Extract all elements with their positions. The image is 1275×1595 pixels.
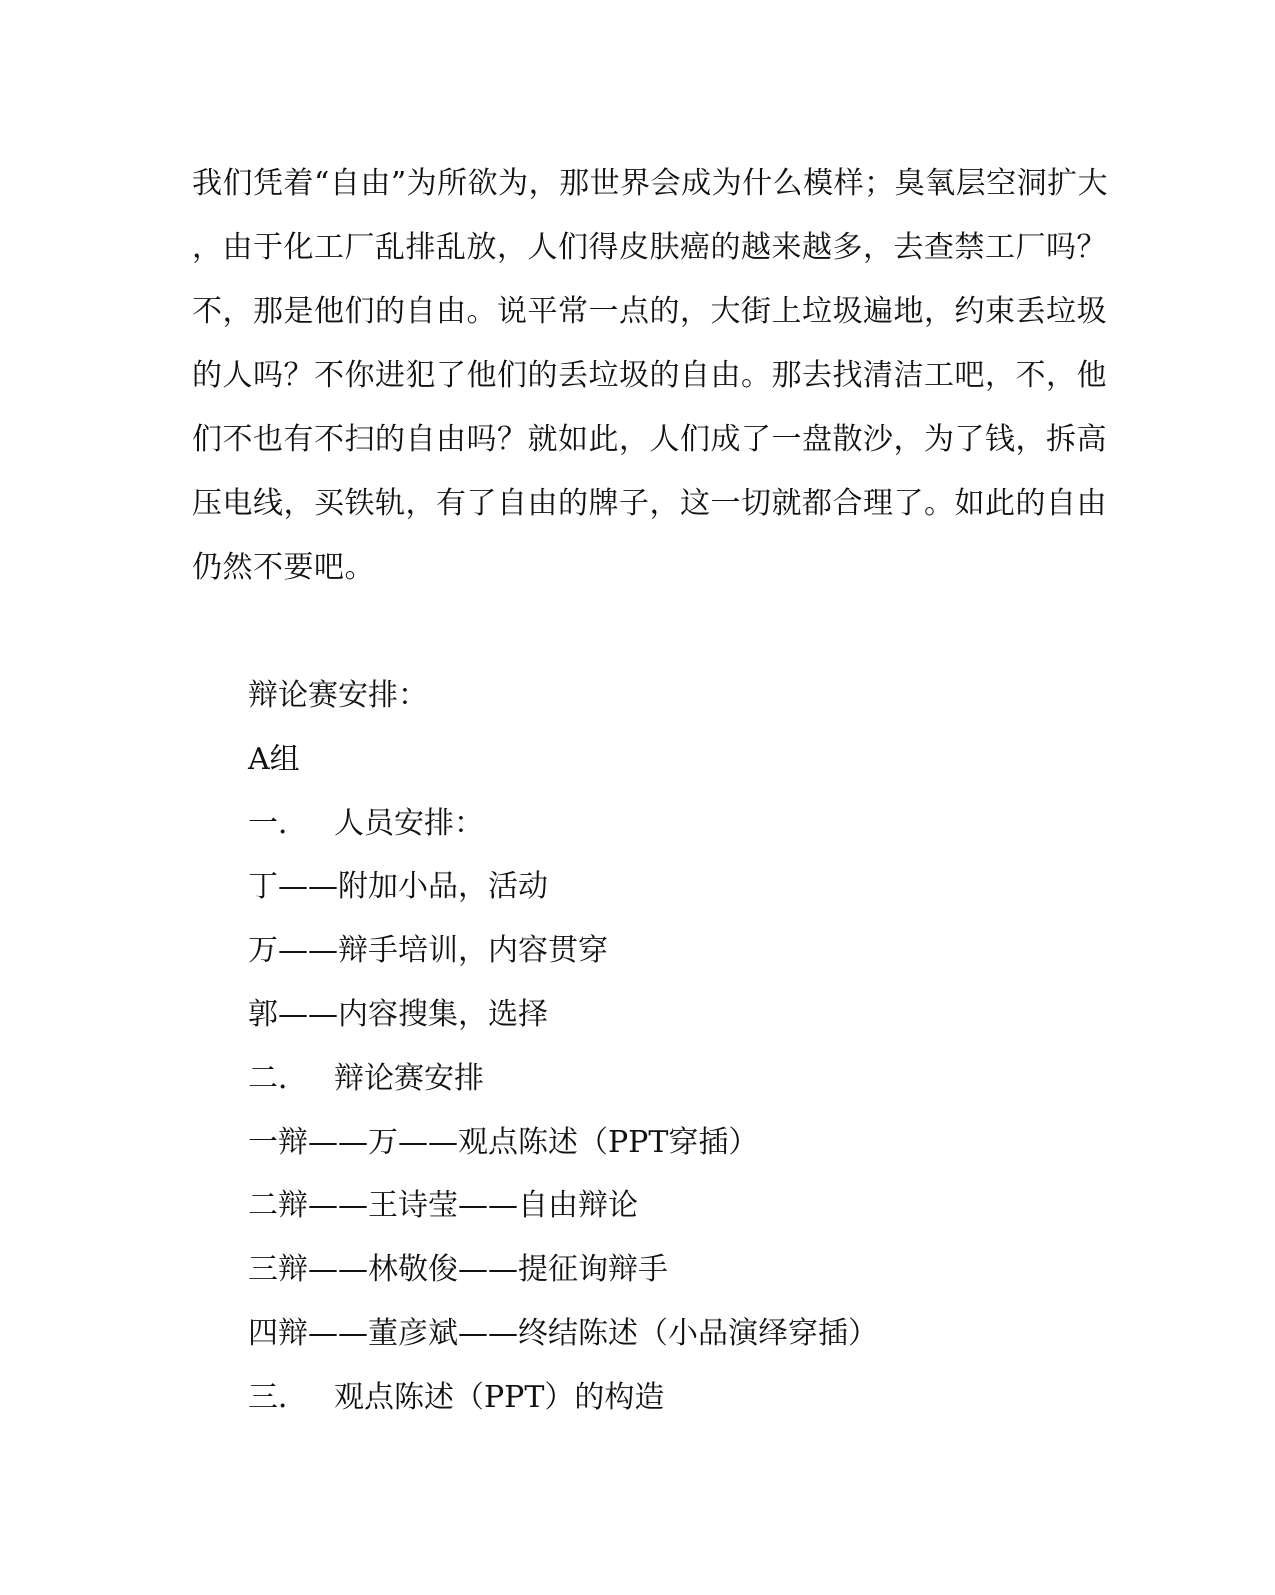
debater-item: 三辩——林敬俊——提征询辩手 xyxy=(248,1252,668,1288)
staff-item: 郭——内容搜集，选择 xyxy=(248,996,548,1032)
section-number: 二． xyxy=(248,1060,308,1096)
body-paragraph xyxy=(192,152,1109,600)
debater-item: 二辩——王诗莹——自由辩论 xyxy=(248,1188,638,1224)
section-title: 观点陈述（PPT）的构造 xyxy=(334,1379,665,1415)
paragraph-line: 仍然不要吧。 xyxy=(192,550,375,585)
debater-item: 一辩——万——观点陈述（PPT穿插） xyxy=(248,1124,759,1160)
staff-item: 万——辩手培训，内容贯穿 xyxy=(248,933,608,969)
paragraph-line: 压电线，买铁轨，有了自由的牌子，这一切就都合理了。如此的自由 xyxy=(192,486,1107,521)
debate-arrangement xyxy=(248,664,1068,1430)
paragraph-line: 我们凭着“自由”为所欲为，那世界会成为什么模样；臭氧层空洞扩大 xyxy=(192,166,1109,201)
section-number: 三． xyxy=(248,1379,308,1415)
paragraph-line: 的人吗？不你进犯了他们的丢垃圾的自由。那去找清洁工吧，不，他 xyxy=(192,358,1107,393)
section-title: 辩论赛安排 xyxy=(334,1060,484,1096)
section-title: 人员安排： xyxy=(334,805,484,841)
paragraph-line: 们不也有不扫的自由吗？就如此，人们成了一盘散沙，为了钱，拆高 xyxy=(192,422,1107,457)
arrangement-heading: 辩论赛安排： xyxy=(248,678,428,713)
section-heading-debate xyxy=(248,1047,1068,1111)
section-number: 一． xyxy=(248,805,308,841)
staff-item: 丁——附加小品，活动 xyxy=(248,869,548,905)
paragraph-line: 不，那是他们的自由。说平常一点的，大街上垃圾遍地，约束丢垃圾 xyxy=(192,294,1107,329)
section-heading-structure xyxy=(248,1366,1068,1430)
paragraph-line: ，由于化工厂乱排乱放，人们得皮肤癌的越来越多，去查禁工厂吗？ xyxy=(192,230,1107,265)
section-heading-staff xyxy=(248,792,1068,856)
group-label: A组 xyxy=(248,741,300,777)
debater-item: 四辩——董彦斌——终结陈述（小品演绎穿插） xyxy=(248,1315,878,1351)
